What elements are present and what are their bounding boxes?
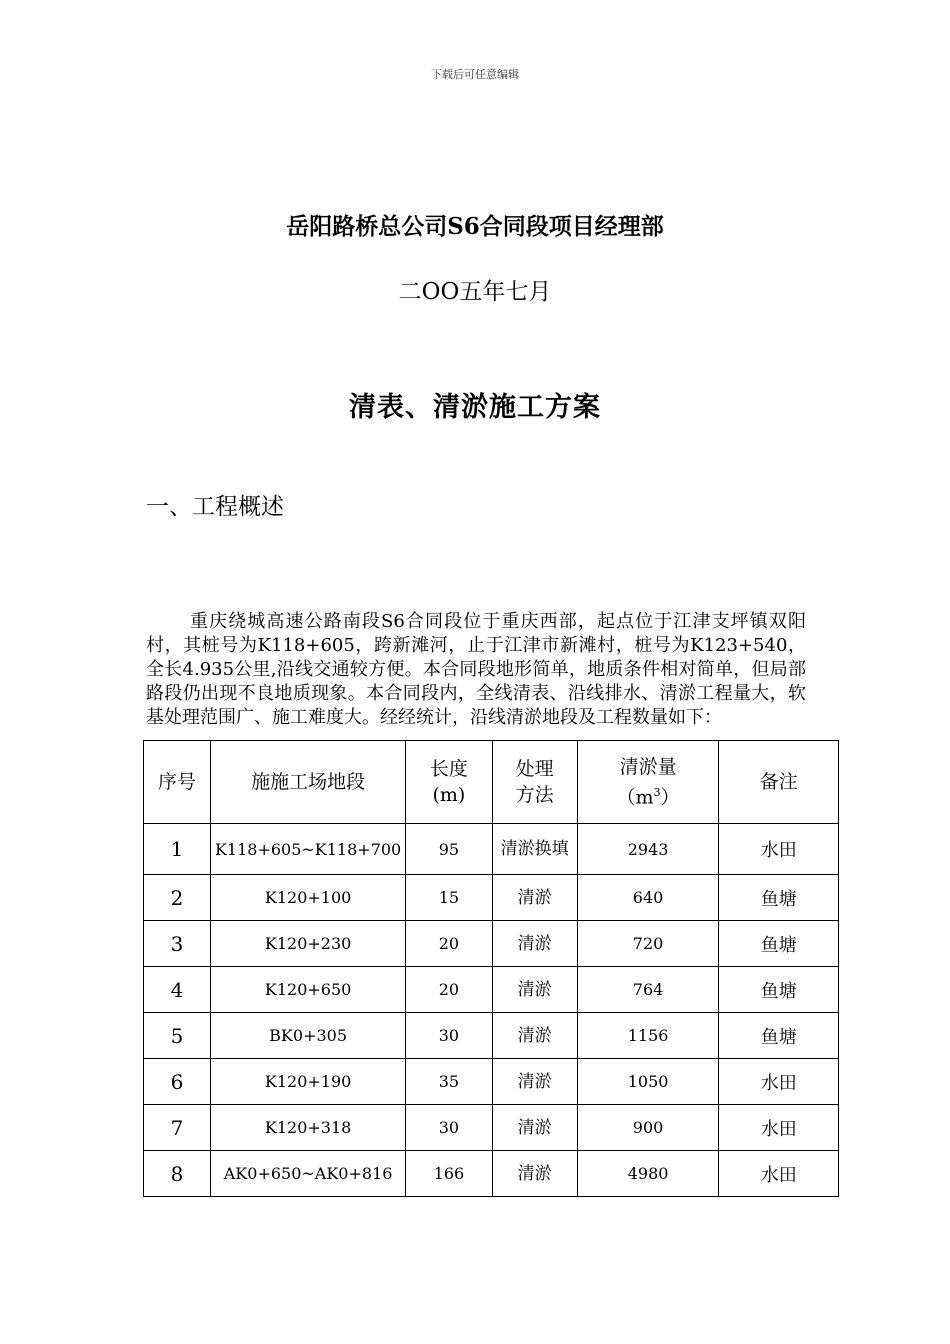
header-note: 备注 bbox=[719, 741, 839, 824]
cell-length: 15 bbox=[406, 875, 492, 921]
cell-method: 清淤 bbox=[492, 1105, 577, 1151]
header-length-line2: (m) bbox=[432, 784, 466, 806]
document-date: 二OO五年七月 bbox=[398, 279, 552, 305]
cell-length: 20 bbox=[406, 921, 492, 967]
header-volume-sup: 3 bbox=[653, 785, 661, 799]
cell-location: K120+230 bbox=[210, 921, 405, 967]
table-row bbox=[144, 1105, 839, 1151]
cell-note: 水田 bbox=[719, 1105, 839, 1151]
cell-volume: 1156 bbox=[577, 1013, 719, 1059]
cell-method: 清淤 bbox=[492, 1151, 577, 1197]
table-row bbox=[144, 967, 839, 1013]
cell-method: 清淤 bbox=[492, 967, 577, 1013]
header-volume-line1: 清淤量 bbox=[619, 755, 677, 778]
cell-location: BK0+305 bbox=[210, 1013, 405, 1059]
cell-method: 清淤 bbox=[492, 875, 577, 921]
header-note: 下载后可任意编辑 bbox=[431, 68, 519, 81]
cell-length: 35 bbox=[406, 1059, 492, 1105]
desilting-table bbox=[143, 740, 839, 1197]
cell-no: 4 bbox=[144, 967, 211, 1013]
cell-method: 清淤 bbox=[492, 1013, 577, 1059]
cell-location: K120+650 bbox=[210, 967, 405, 1013]
cell-no: 1 bbox=[144, 824, 211, 875]
cell-method: 清淤换填 bbox=[492, 824, 577, 875]
section-heading: 一、工程概述 bbox=[146, 494, 284, 520]
table-row bbox=[144, 921, 839, 967]
company-name: 岳阳路桥总公司S6合同段项目经理部 bbox=[286, 213, 664, 240]
cell-length: 30 bbox=[406, 1105, 492, 1151]
header-volume bbox=[577, 741, 719, 824]
cell-method: 清淤 bbox=[492, 921, 577, 967]
cell-volume: 2943 bbox=[577, 824, 719, 875]
cell-no: 8 bbox=[144, 1151, 211, 1197]
header-method bbox=[492, 741, 577, 824]
cell-no: 2 bbox=[144, 875, 211, 921]
cell-no: 5 bbox=[144, 1013, 211, 1059]
cell-no: 6 bbox=[144, 1059, 211, 1105]
cell-location: K120+318 bbox=[210, 1105, 405, 1151]
body-paragraph: 重庆绕城高速公路南段S6合同段位于重庆西部，起点位于江津支坪镇双阳村，其桩号为K118+605，跨新滩河，止于江津市新滩村，桩号为K123+540，全长4.935公里,沿线交通较方便。本合同段地形简单，地质条件相对简单，但局部路段仍出现不良地质现象。本合同段内，全线清表、沿线排水、清淤工程量大，软基处理范围广、施工难度大。经经统计，沿线清淤地段及工程数量如下： bbox=[146, 611, 806, 728]
header-length bbox=[406, 741, 492, 824]
cell-note: 水田 bbox=[719, 824, 839, 875]
cell-note: 鱼塘 bbox=[719, 921, 839, 967]
cell-note: 鱼塘 bbox=[719, 967, 839, 1013]
header-volume-line2-close: ） bbox=[660, 786, 680, 809]
cell-length: 166 bbox=[406, 1151, 492, 1197]
table-header-row bbox=[144, 741, 839, 824]
cell-volume: 720 bbox=[577, 921, 719, 967]
cell-note: 鱼塘 bbox=[719, 875, 839, 921]
table-row bbox=[144, 1151, 839, 1197]
header-volume-line2-open: （m bbox=[616, 786, 654, 809]
cell-volume: 640 bbox=[577, 875, 719, 921]
cell-method: 清淤 bbox=[492, 1059, 577, 1105]
table-row bbox=[144, 875, 839, 921]
cell-no: 3 bbox=[144, 921, 211, 967]
cell-volume: 4980 bbox=[577, 1151, 719, 1197]
header-length-line1: 长度 bbox=[429, 758, 468, 780]
document-title: 清表、清淤施工方案 bbox=[349, 392, 601, 423]
cell-note: 鱼塘 bbox=[719, 1013, 839, 1059]
cell-location: AK0+650~AK0+816 bbox=[210, 1151, 405, 1197]
cell-location: K120+190 bbox=[210, 1059, 405, 1105]
header-method-line1: 处理 bbox=[515, 758, 554, 780]
cell-volume: 900 bbox=[577, 1105, 719, 1151]
header-location: 施施工场地段 bbox=[210, 741, 405, 824]
cell-location: K118+605~K118+700 bbox=[210, 824, 405, 875]
table-row bbox=[144, 1013, 839, 1059]
cell-length: 95 bbox=[406, 824, 492, 875]
table-row bbox=[144, 1059, 839, 1105]
cell-note: 水田 bbox=[719, 1059, 839, 1105]
cell-note: 水田 bbox=[719, 1151, 839, 1197]
header-method-line2: 方法 bbox=[515, 784, 554, 806]
cell-location: K120+100 bbox=[210, 875, 405, 921]
cell-length: 20 bbox=[406, 967, 492, 1013]
cell-no: 7 bbox=[144, 1105, 211, 1151]
cell-volume: 1050 bbox=[577, 1059, 719, 1105]
cell-length: 30 bbox=[406, 1013, 492, 1059]
table-row bbox=[144, 824, 839, 875]
header-no: 序号 bbox=[144, 741, 211, 824]
cell-volume: 764 bbox=[577, 967, 719, 1013]
